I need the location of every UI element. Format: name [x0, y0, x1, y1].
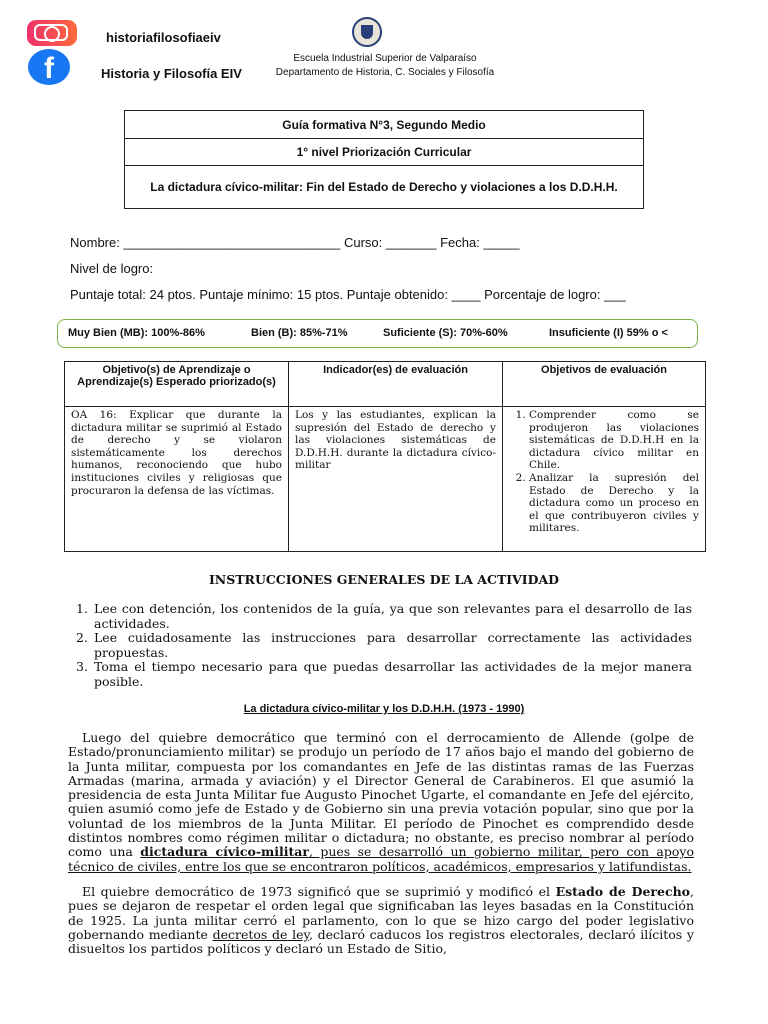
key-term: dictadura cívico-militar [140, 844, 309, 860]
department-name: Departamento de Historia, C. Sociales y Filosofía [275, 67, 495, 78]
grade-b: Bien (B): 85%-71% [251, 327, 348, 339]
nivel-logro: Nivel de logro: [70, 261, 154, 276]
list-item: 3. Toma el tiempo necesario para que puedas desarrollar las actividades de la mejor manera posible. [76, 659, 692, 689]
grades-scale [57, 319, 698, 348]
instagram-handle: historiafilosofiaeiv [106, 30, 221, 45]
title-table [124, 110, 644, 209]
guide-title: Guía formativa N°3, Segundo Medio [125, 111, 643, 139]
unit-title: La dictadura cívico-militar: Fin del Estado de Derecho y violaciones a los D.D.H.H. [150, 180, 618, 194]
eval-objective: 1. Comprender como se produjeron las violaciones sistemáticas de D.D.H.H en la dictadura cívico militar en Chile. [529, 409, 699, 472]
header-indicator: Indicador(es) de evaluación [289, 362, 503, 407]
key-term: decretos de ley [212, 926, 309, 942]
key-term: Estado de Derecho [555, 884, 691, 899]
objectives-table [64, 361, 706, 552]
school-header [274, 52, 496, 80]
facebook-name: Historia y Filosofía EIV [101, 66, 242, 81]
grade-mb: Muy Bien (MB): 100%-86% [68, 327, 205, 339]
instructions-title: INSTRUCCIONES GENERALES DE LA ACTIVIDAD [208, 572, 560, 587]
oa-cell: OA 16: Explicar que durante la dictadura militar se suprimió al Estado de derecho y se violaron sistemáticamente los derechos humanos, reconociendo que hubo instituciones civiles y religiosas que procuraron la defensa de las víctimas. [65, 407, 289, 552]
section-title: La dictadura cívico-militar y los D.D.H.H. (1973 - 1990) [243, 703, 525, 715]
paragraph-2: El quiebre democrático de 1973 significó que se suprimió y modificó el Estado de Derecho, pues se dejaron de respetar el orden legal que significaban las leyes basadas en la Constitución de 1925. La junta militar cerró el parlamento, con lo que se hizo cargo del poder legislativo gobernando mediante decretos de ley, declaró caducos los registros electorales, declaró ilícitos y disueltos los partidos políticos y declaró un Estado de Sitio, [68, 884, 694, 957]
paragraph-1: Luego del quiebre democrático que terminó con el derrocamiento de Allende (golpe de Estado/pronunciamiento militar) se produjo un período de 17 años bajo el mando del gobierno de la Junta militar, compuesta por los comandantes en Jefe de las distintas ramas de las Fuerzas Armadas (marina, armada y aviación) y el Director General de Carabineros. El que asumió la presidencia de esta Junta Militar fue Augusto Pinochet Ugarte, el comandante en Jefe del ejército, quien asumió como jefe de Estado y de Gobierno sin una previa votación popular, sino que por la voluntad de los miembros de la Junta Militar. El período de Pinochet es comprendido desde distintos nombres como régimen militar o dictadura; no obstante, es preciso nombrar al período como una dictadura cívico-militar, pues se desarrolló un gobierno militar, pero con apoyo técnico de civiles, entre los que se encontraron políticos, académicos, empresarios y latifundistas. [68, 730, 694, 874]
eval-objective: 2. Analizar la supresión del Estado de Derecho y la dictadura como un proceso en el que contribuyeron civiles y militares. [529, 472, 699, 535]
list-item: 2. Lee cuidadosamente las instrucciones para desarrollar correctamente las actividades propuestas. [76, 630, 692, 660]
nombre-line: Nombre: ______________________________ Curso: _______ Fecha: _____ [70, 235, 520, 250]
indicator-cell: Los y las estudiantes, explican la supresión del Estado de derecho y las violaciones sistemáticas de D.D.H.H. durante la dictadura cívico-militar [289, 407, 503, 552]
header-oa: Objetivo(s) de Aprendizaje o Aprendizaje(s) Esperado priorizado(s) [65, 362, 289, 407]
grade-i: Insuficiente (I) 59% o < [549, 327, 668, 339]
school-name: Escuela Industrial Superior de Valparaíso [293, 53, 477, 64]
eval-cell [503, 407, 706, 552]
puntaje-line: Puntaje total: 24 ptos. Puntaje mínimo: 15 ptos. Puntaje obtenido: ____ Porcentaje de logro: ___ [70, 287, 626, 302]
grade-s: Suficiente (S): 70%-60% [383, 327, 508, 339]
facebook-icon: f [28, 49, 70, 85]
instructions-list [76, 602, 692, 689]
list-item: 1. Lee con detención, los contenidos de la guía, ya que son relevantes para el desarrollo de las actividades. [76, 601, 692, 631]
header-eval: Objetivos de evaluación [503, 362, 706, 407]
priority-level: 1° nivel Priorización Curricular [125, 139, 643, 166]
instagram-icon [27, 20, 77, 46]
school-seal-icon [352, 17, 382, 47]
